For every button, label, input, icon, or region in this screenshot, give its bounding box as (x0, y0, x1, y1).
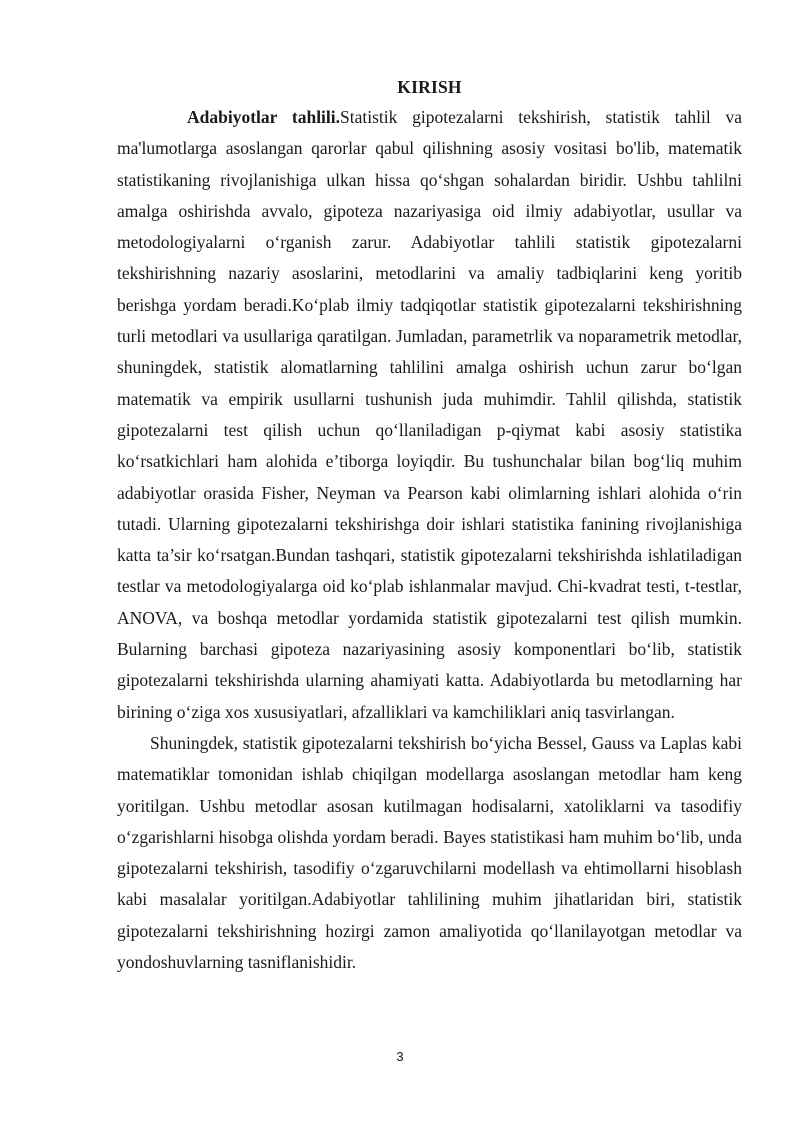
paragraph-lead: Adabiyotlar tahlili. (187, 107, 341, 127)
document-page (117, 74, 742, 978)
page-number: 3 (396, 1049, 404, 1064)
paragraph-literature-review (117, 102, 742, 728)
paragraph-methods (117, 728, 742, 978)
section-heading: KIRISH (397, 77, 462, 97)
paragraph-text: Statistik gipotezalarni tekshirish, statistik tahlil va ma'lumotlarga asoslangan qarorlar qabul qilishning asosiy vositasi bo'lib, matematik statistikaning rivojlanishiga ulkan hissa qo‘shgan sohalardan biridir. Ushbu tahlilni amalga oshirishda avvalo, gipoteza nazariyasiga oid ilmiy adabiyotlar, usullar va metodologiyalarni o‘rganish zarur. Adabiyotlar tahlili statistik gipotezalarni tekshirishning nazariy asoslarini, metodlarini va amaliy tadbiqlarini keng yoritib berishga yordam beradi.Ko‘plab ilmiy tadqiqotlar statistik gipotezalarni tekshirishning turli metodlari va usullariga qaratilgan. Jumladan, parametrlik va noparametrik metodlar, shuningdek, statistik alomatlarning tahlilini amalga oshirish uchun zarur bo‘lgan matematik va empirik usullarni tushunish juda muhimdir. Tahlil qilishda, statistik gipotezalarni test qilish uchun qo‘llaniladigan p-qiymat kabi asosiy statistika ko‘rsatkichlari ham alohida e’tiborga loyiqdir. Bu tushunchalar bilan bog‘liq muhim adabiyotlar orasida Fisher, Neyman va Pearson kabi olimlarning ishlari alohida o‘rin tutadi. Ularning gipotezalarni tekshirishga doir ishlari statistika fanining rivojlanishiga katta ta’sir ko‘rsatgan.Bundan tashqari, statistik gipotezalarni tekshirishda ishlatiladigan testlar va metodologiyalarga oid ko‘plab ishlanmalar mavjud. Chi-kvadrat testi, t-testlar, ANOVA, va boshqa metodlar yordamida statistik gipotezalarni test qilish mumkin. Bularning barchasi gipoteza nazariyasining asosiy komponentlari bo‘lib, statistik gipotezalarni tekshirishda ularning ahamiyati katta. Adabiyotlarda bu metodlarning har birining o‘ziga xos xususiyatlari, afzalliklari va kamchiliklari aniq tasvirlangan. (117, 107, 742, 722)
paragraph-text: Shuningdek, statistik gipotezalarni tekshirish bo‘yicha Bessel, Gauss va Laplas kabi matematiklar tomonidan ishlab chiqilgan modellarga asoslangan metodlar ham keng yoritilgan. Ushbu metodlar asosan kutilmagan hodisalarni, xatoliklarni va tasodifiy o‘zgarishlarni hisobga olishda yordam beradi. Bayes statistikasi ham muhim bo‘lib, unda gipotezalarni tekshirish, tasodifiy o‘zgaruvchilarni modellash va ehtimollarni hisoblash kabi masalalar yoritilgan.Adabiyotlar tahlilining muhim jihatlaridan biri, statistik gipotezalarni tekshirishning hozirgi zamon amaliyotida qo‘llanilayotgan metodlar va yondoshuvlarning tasniflanishidir. (117, 732, 742, 973)
